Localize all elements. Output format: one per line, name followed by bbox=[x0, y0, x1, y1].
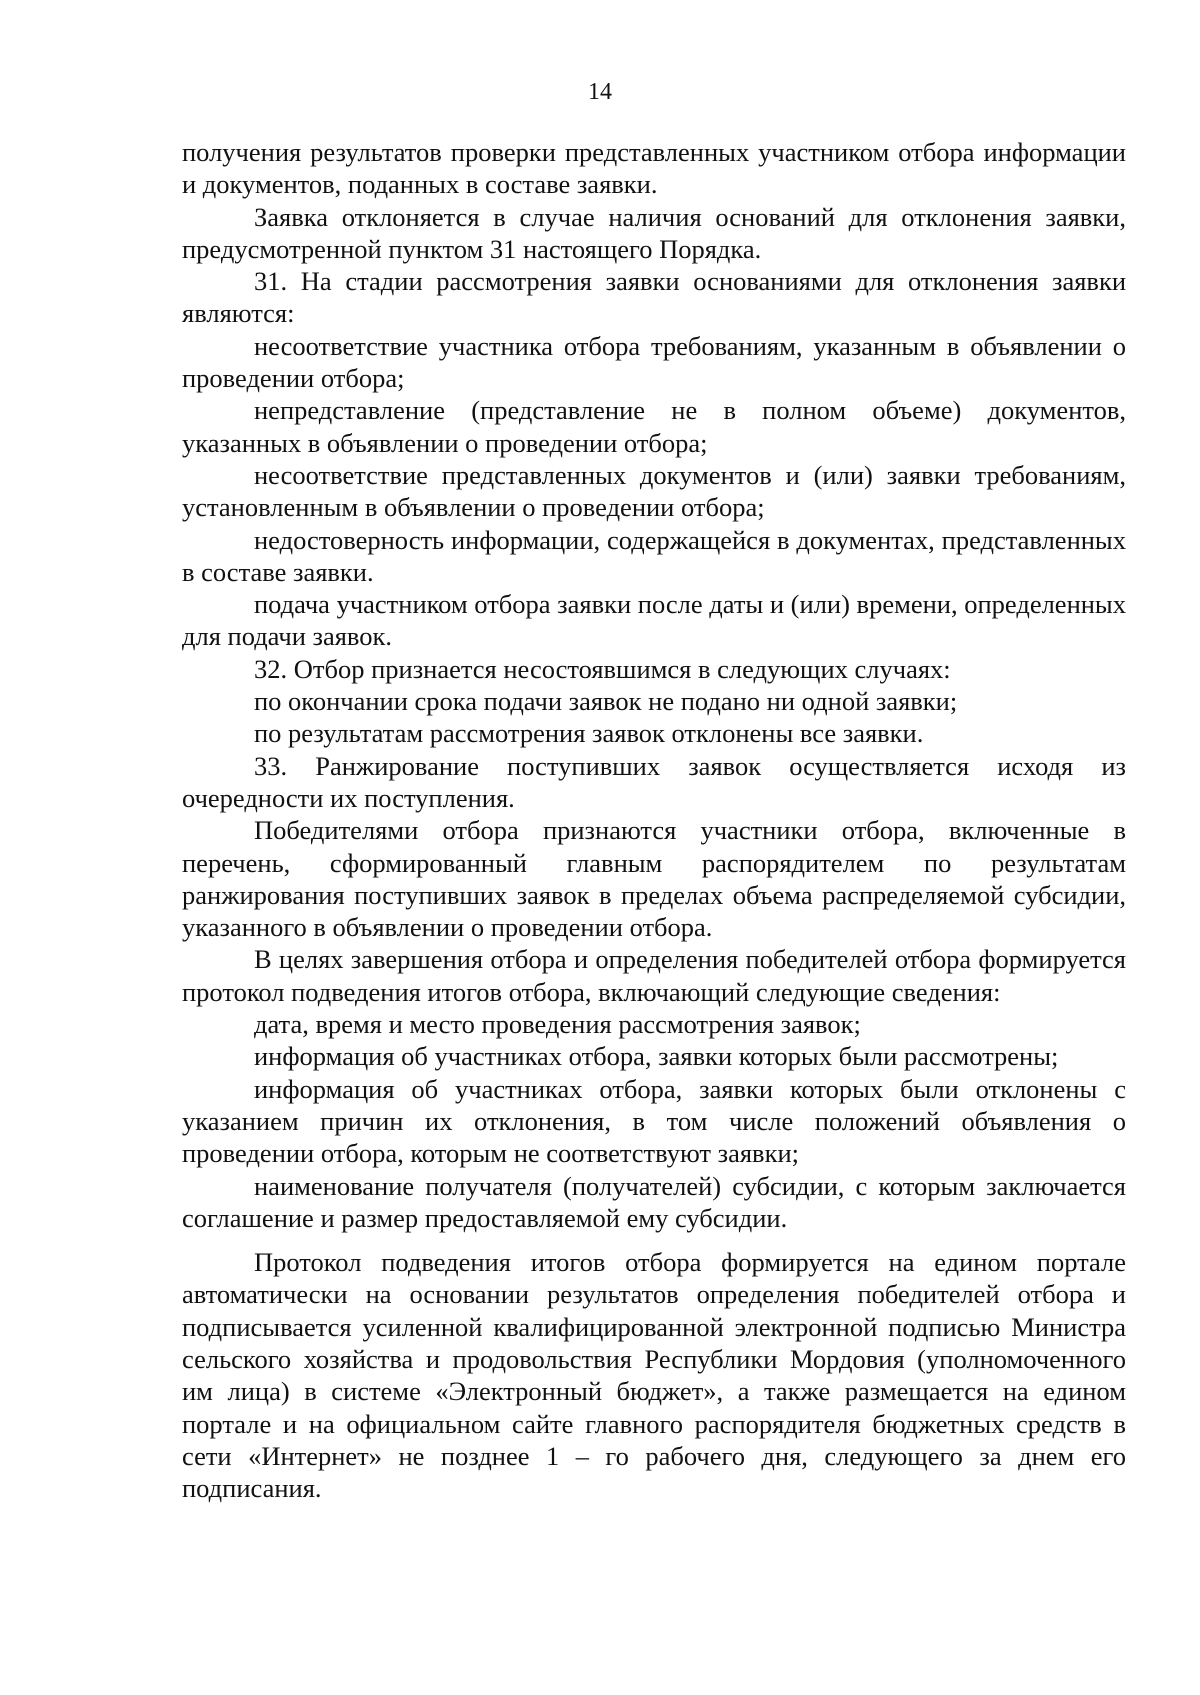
paragraph: Заявка отклоняется в случае наличия оснований для отклонения заявки, предусмотренной пунктом 31 настоящего Порядка. bbox=[182, 201, 1126, 264]
paragraph: Победителями отбора признаются участники отбора, включенные в перечень, сформированный главным распорядителем по результатам ранжирования поступивших заявок в пределах объема распределяемой субсидии, указанного в объявлении о проведении отбора. bbox=[182, 815, 1126, 943]
paragraph: В целях завершения отбора и определения победителей отбора формируется протокол подведения итогов отбора, включающий следующие сведения: bbox=[182, 944, 1126, 1007]
paragraph: информация об участниках отбора, заявки которых были рассмотрены; bbox=[254, 1041, 1059, 1072]
paragraph: 33. Ранжирование поступивших заявок осуществляется исходя из очередности их поступления. bbox=[182, 750, 1126, 813]
paragraph: 32. Отбор признается несостоявшимся в следующих случаях: bbox=[254, 653, 951, 684]
paragraph: по окончании срока подачи заявок не подано ни одной заявки; bbox=[254, 686, 958, 717]
paragraph: непредставление (представление не в полном объеме) документов, указанных в объявлении о проведении отбора; bbox=[182, 395, 1126, 458]
paragraph: недостоверность информации, содержащейся в документах, представленных в составе заявки. bbox=[182, 524, 1126, 587]
paragraph: несоответствие участника отбора требованиям, указанным в объявлении о проведении отбора; bbox=[182, 330, 1126, 394]
page-number: 14 bbox=[588, 79, 612, 105]
paragraph: несоответствие представленных документов и (или) заявки требованиям, установленным в объявлении о проведении отбора; bbox=[182, 459, 1126, 523]
paragraph: 31. На стадии рассмотрения заявки основаниями для отклонения заявки являются: bbox=[182, 266, 1126, 329]
paragraph: информация об участниках отбора, заявки которых были отклонены с указанием причин их отклонения, в том числе положений объявления о проведении отбора, которым не соответствуют заявки; bbox=[182, 1073, 1126, 1169]
paragraph: наименование получателя (получателей) субсидии, с которым заключается соглашение и размер предоставляемой ему субсидии. bbox=[182, 1170, 1126, 1233]
paragraph: по результатам рассмотрения заявок отклонены все заявки. bbox=[254, 718, 924, 749]
document-body bbox=[182, 136, 1126, 1504]
paragraph: получения результатов проверки представленных участником отбора информации и документов, поданных в составе заявки. bbox=[182, 137, 1126, 200]
paragraph: дата, время и место проведения рассмотрения заявок; bbox=[254, 1009, 861, 1040]
paragraph: Протокол подведения итогов отбора формируется на едином портале автоматически на основании результатов определения победителей отбора и подписывается усиленной квалифицированной электронной подписью Министра сельского хозяйства и продовольствия Республики Мордовия (уполномоченного им лица) в системе «Электронный бюджет», а также размещается на едином портале и на официальном сайте главного распорядителя бюджетных средств в сети «Интернет» не позднее 1 – го рабочего дня, следующего за днем его подписания. bbox=[182, 1247, 1126, 1504]
paragraph-gap bbox=[182, 1234, 1126, 1246]
paragraph: подача участником отбора заявки после даты и (или) времени, определенных для подачи заявок. bbox=[182, 589, 1126, 652]
